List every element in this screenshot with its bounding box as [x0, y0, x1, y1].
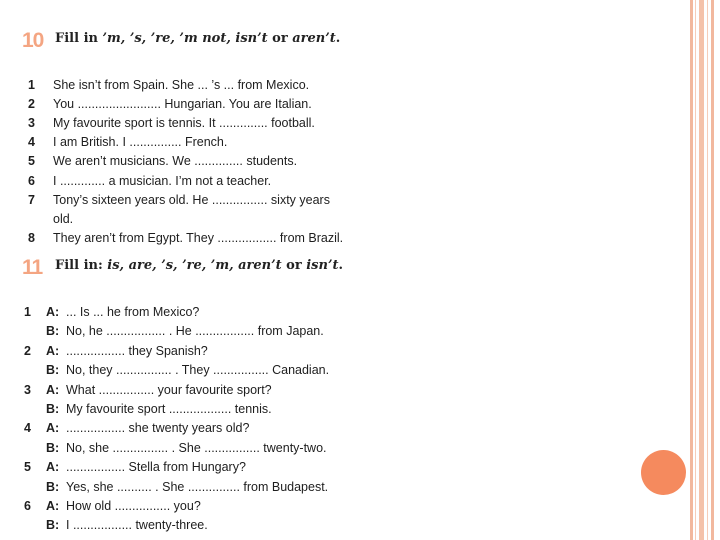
item-number: 8: [28, 230, 35, 245]
item-text: I am British. I ............... French.: [53, 135, 228, 150]
speaker-label: A:: [46, 382, 60, 397]
item-text: Tony’s sixteen years old. He ................ sixty years: [53, 192, 330, 207]
item-number: 3: [24, 382, 31, 397]
item-number: 6: [24, 499, 31, 513]
item-number: 2: [24, 343, 31, 358]
item-number: 6: [28, 173, 35, 188]
dialogue-text: ................. Stella from Hungary?: [66, 460, 246, 475]
speaker-label: B:: [46, 440, 60, 455]
speaker-label: A:: [46, 460, 60, 475]
item-text: We aren’t musicians. We .............. students.: [53, 154, 298, 169]
item-number: 1: [24, 305, 31, 319]
dialogue-text: How old ................ you?: [66, 499, 201, 513]
dialogue-text: No, he ................. . He ................. from Japan.: [66, 324, 324, 339]
item-text: You ........................ Hungarian. You are Italian.: [53, 97, 312, 112]
dialogue-text: I ................. twenty-three.: [66, 518, 208, 533]
exercise-number: 11: [22, 256, 43, 279]
frame-stripe: [695, 0, 696, 540]
item-text: She isn’t from Spain. She ... ’s ... from Mexico.: [53, 78, 310, 92]
exercise-instruction: Fill in: is, are, ’s, ’re, ’m, aren’t or isn’t.: [55, 258, 344, 273]
dialogue-text: No, she ................ . She ................ twenty-two.: [66, 440, 327, 455]
item-number: 5: [24, 460, 31, 475]
speaker-label: A:: [46, 499, 60, 513]
item-text: They aren’t from Egypt. They ................. from Brazil.: [53, 230, 344, 245]
speaker-label: B:: [46, 402, 60, 416]
speaker-label: B:: [46, 479, 60, 494]
dialogue-text: ... Is ... he from Mexico?: [66, 305, 200, 319]
item-text: I ............. a musician. I’m not a teacher.: [53, 173, 272, 188]
dialogue-text: What ................ your favourite sport?: [66, 382, 272, 397]
frame-stripe: [707, 0, 708, 540]
item-number: 1: [28, 78, 35, 92]
item-number: 5: [28, 154, 35, 169]
dialogue-text: My favourite sport .................. tennis.: [66, 402, 272, 416]
dialogue-text: ................. she twenty years old?: [66, 421, 250, 436]
item-number: 4: [24, 421, 31, 436]
speaker-label: B:: [46, 324, 60, 339]
dialogue-text: ................. they Spanish?: [66, 343, 208, 358]
dialogue-text: Yes, she .......... . She ............... from Budapest.: [66, 479, 329, 494]
dialogue-text: No, they ................ . They ................ Canadian.: [66, 363, 330, 378]
item-text: old.: [53, 211, 74, 226]
speaker-label: A:: [46, 343, 60, 358]
frame-stripe: [699, 0, 704, 540]
item-number: 2: [28, 97, 35, 112]
orange-circle-decoration: [641, 450, 686, 495]
item-number: 3: [28, 116, 35, 131]
speaker-label: B:: [46, 363, 60, 378]
item-text: My favourite sport is tennis. It .............. football.: [53, 116, 315, 131]
item-number: 7: [28, 192, 35, 207]
frame-stripe: [690, 0, 693, 540]
exercise-instruction: Fill in ’m, ’s, ’re, ’m not, isn’t or aren’t.: [55, 31, 341, 46]
exercise-number: 10: [22, 29, 44, 52]
speaker-label: A:: [46, 305, 60, 319]
speaker-label: B:: [46, 518, 60, 533]
speaker-label: A:: [46, 421, 60, 436]
item-number: 4: [28, 135, 35, 150]
frame-stripe: [711, 0, 714, 540]
